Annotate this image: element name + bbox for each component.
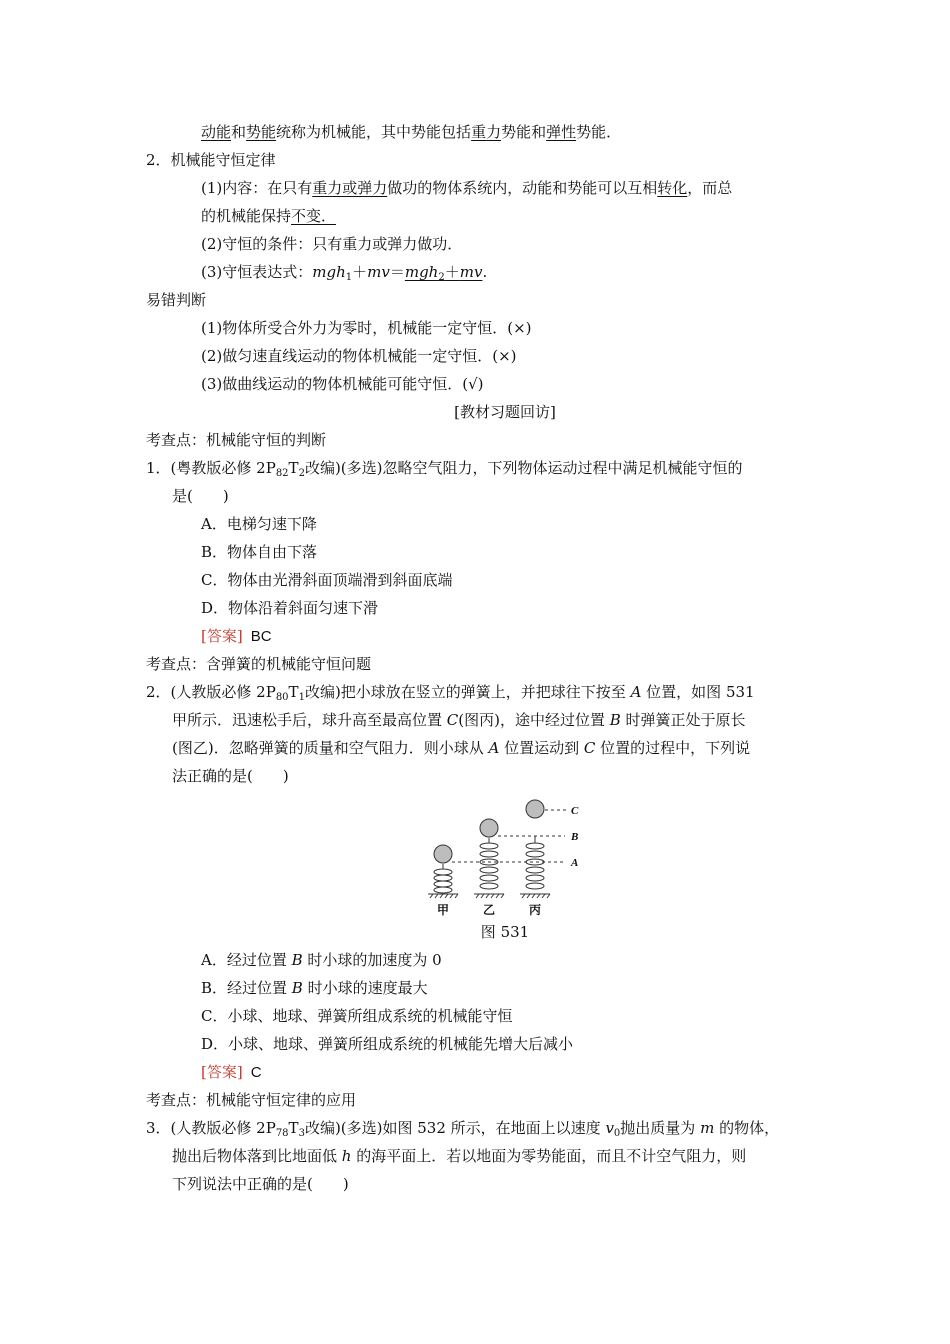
ball-jia [434, 845, 452, 863]
label-c: C [571, 805, 579, 817]
q2-option-a: A．经过位置 B 时小球的加速度为 0 [201, 951, 442, 969]
error-item: (2)做匀速直线运动的物体机械能一定守恒．(×) [201, 347, 517, 365]
q2-stem: 2．(人教版必修 $2P_{80}T_1$改编)把小球放在竖立的弹簧上，并把球往下按至 A 位置，如图 531 [146, 683, 755, 703]
intro-line: 动能和势能统称为机械能，其中势能包括重力势能和弹性势能． [201, 123, 622, 141]
answer-label: [答案] [201, 1063, 243, 1081]
ball-yi [480, 819, 498, 837]
error-item: (1)物体所受合外力为零时，机械能一定守恒．(×) [201, 319, 532, 337]
error-item: (3)做曲线运动的物体机械能可能守恒．(√) [201, 375, 484, 393]
ground [428, 894, 550, 898]
q1-stem-2: 是( ) [172, 487, 229, 505]
label-jia: 甲 [436, 903, 450, 917]
spring-figure [420, 790, 590, 920]
q1-option-b: B．物体自由下落 [201, 543, 318, 561]
q1-option-c: C．物体由光滑斜面顶端滑到斜面底端 [201, 571, 453, 589]
section-title: [教材习题回访] [454, 403, 556, 421]
law-condition: (2)守恒的条件：只有重力或弹力做功． [201, 235, 463, 253]
answer-label: [答案] [201, 627, 243, 645]
errors-heading: 易错判断 [146, 291, 207, 309]
q3-stem: 3．(人教版必修 $2P_{78}T_3$改编)(多选)如图 532 所示，在地面上以速度 $v_0$抛出质量为 m 的物体， [146, 1119, 780, 1139]
term-potential: 势能 [246, 123, 277, 141]
label-bing: 丙 [528, 903, 542, 917]
q2-stem-3: (图乙)．忽略弹簧的质量和空气阻力．则小球从 A 位置运动到 C 位置的过程中，下列说 [172, 739, 751, 757]
q1-option-a: A．电梯匀速下降 [201, 515, 317, 533]
q2-point: 考查点：含弹簧的机械能守恒问题 [146, 655, 372, 673]
label-b: B [571, 831, 579, 843]
spring-yi [480, 838, 498, 889]
q3-stem-2: 抛出后物体落到比地面低 h 的海平面上．若以地面为零势能面，而且不计空气阻力，则 [172, 1147, 747, 1165]
law-content-2: 的机械能保持不变． [201, 207, 337, 225]
q1-answer [201, 626, 272, 647]
answer-value: C [250, 1064, 262, 1081]
q2-option-d: D．小球、地球、弹簧所组成系统的机械能先增大后减小 [201, 1035, 574, 1053]
spring-jia [434, 864, 452, 893]
q2-option-c: C．小球、地球、弹簧所组成系统的机械能守恒 [201, 1007, 513, 1025]
q1-stem: 1．(粤教版必修 $2P_{82}T_2$改编)(多选)忽略空气阻力，下列物体运动过程中满足机械能守恒的 [146, 459, 743, 479]
label-yi: 乙 [482, 903, 496, 917]
q3-point: 考查点：机械能守恒定律的应用 [146, 1091, 357, 1109]
term-elastic: 弹性 [546, 123, 577, 141]
q2-answer [201, 1062, 262, 1083]
ball-bing [526, 800, 544, 818]
q3-stem-3: 下列说法中正确的是( ) [172, 1175, 349, 1193]
q2-stem-2: 甲所示．迅速松手后，球升高至最高位置 C(图丙)，途中经过位置 B 时弹簧正处于原长 [172, 711, 746, 729]
answer-value: BC [250, 628, 272, 645]
spring-bing [526, 836, 544, 889]
figure-caption: 图 531 [480, 923, 530, 941]
q1-point: 考查点：机械能守恒的判断 [146, 431, 327, 449]
q2-stem-4: 法正确的是( ) [172, 767, 289, 785]
label-a: A [571, 857, 579, 869]
law-content: (1)内容：在只有重力或弹力做功的物体系统内，动能和势能可以互相转化，而总 [201, 179, 733, 197]
law-heading: 2．机械能守恒定律 [146, 151, 276, 169]
q1-option-d: D．物体沿着斜面匀速下滑 [201, 599, 379, 617]
law-expression: (3)守恒表达式：mgh$_1$＋mv＝mgh$_2$＋mv. [201, 263, 488, 283]
term-kinetic: 动能 [201, 123, 232, 141]
q2-option-b: B．经过位置 B 时小球的速度最大 [201, 979, 428, 997]
term-gravity: 重力 [471, 123, 502, 141]
